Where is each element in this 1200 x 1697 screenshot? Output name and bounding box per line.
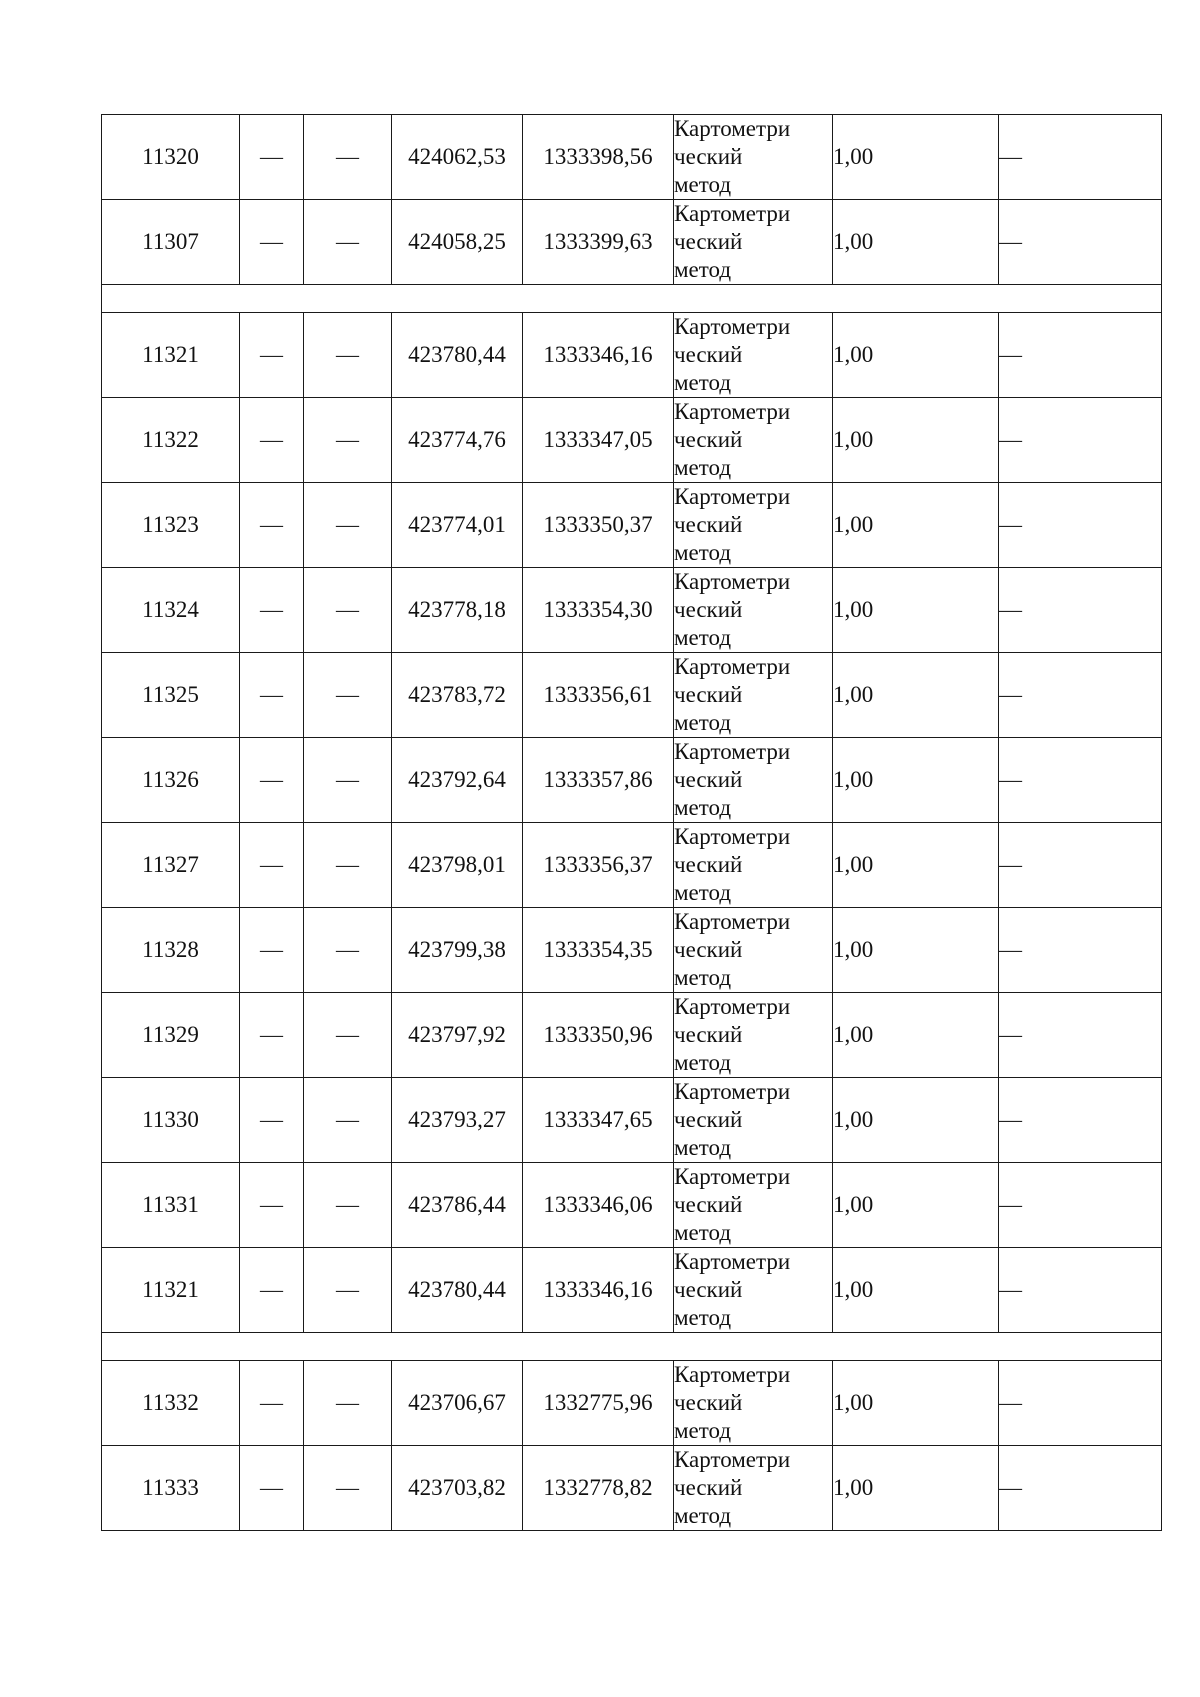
table-body: [102, 115, 1162, 1531]
x-coordinate-cell: 423706,67: [392, 1361, 523, 1446]
prev-y-cell: —: [304, 1361, 392, 1446]
table-row: [102, 908, 1162, 993]
prev-y-cell: —: [304, 908, 392, 993]
method-text-line: метод: [674, 172, 732, 197]
method-text-line: ческий: [674, 1022, 743, 1047]
method-text-line: метод: [674, 710, 732, 735]
method-text-line: ческий: [674, 229, 743, 254]
x-coordinate-cell: 423778,18: [392, 568, 523, 653]
method-text-line: метод: [674, 1305, 732, 1330]
method-text-line: Картометри: [674, 116, 791, 141]
description-cell: —: [999, 1078, 1162, 1163]
method-text-line: Картометри: [674, 314, 791, 339]
prev-y-cell: —: [304, 483, 392, 568]
prev-x-cell: —: [240, 1078, 304, 1163]
point-number-cell: 11320: [102, 115, 240, 200]
prev-y-cell: —: [304, 115, 392, 200]
y-coordinate-cell: 1333357,86: [523, 738, 674, 823]
accuracy-cell: 1,00: [833, 1446, 999, 1531]
description-cell: —: [999, 1361, 1162, 1446]
x-coordinate-cell: 423786,44: [392, 1163, 523, 1248]
description-cell: —: [999, 568, 1162, 653]
accuracy-cell: 1,00: [833, 1248, 999, 1333]
table-row: [102, 1248, 1162, 1333]
coordinates-table: [101, 114, 1162, 1531]
method-text-line: ческий: [674, 144, 743, 169]
method-cell: [674, 1163, 833, 1248]
x-coordinate-cell: 423792,64: [392, 738, 523, 823]
table-row: [102, 993, 1162, 1078]
table-row: [102, 398, 1162, 483]
prev-x-cell: —: [240, 568, 304, 653]
method-cell: [674, 313, 833, 398]
method-text-line: Картометри: [674, 201, 791, 226]
method-text-line: ческий: [674, 1277, 743, 1302]
accuracy-cell: 1,00: [833, 738, 999, 823]
method-cell: [674, 1248, 833, 1333]
accuracy-cell: 1,00: [833, 398, 999, 483]
prev-y-cell: —: [304, 398, 392, 483]
x-coordinate-cell: 424058,25: [392, 200, 523, 285]
description-cell: —: [999, 398, 1162, 483]
separator-cell: [102, 285, 1162, 313]
table-row: [102, 1163, 1162, 1248]
point-number-cell: 11325: [102, 653, 240, 738]
table-row: [102, 1078, 1162, 1163]
prev-x-cell: —: [240, 1361, 304, 1446]
y-coordinate-cell: 1333350,37: [523, 483, 674, 568]
table-row: [102, 823, 1162, 908]
accuracy-cell: 1,00: [833, 115, 999, 200]
method-cell: [674, 115, 833, 200]
accuracy-cell: 1,00: [833, 653, 999, 738]
method-text-line: метод: [674, 257, 732, 282]
y-coordinate-cell: 1333398,56: [523, 115, 674, 200]
method-text-line: Картометри: [674, 654, 791, 679]
method-cell: [674, 1078, 833, 1163]
y-coordinate-cell: 1333346,16: [523, 1248, 674, 1333]
accuracy-cell: 1,00: [833, 568, 999, 653]
table-row: [102, 568, 1162, 653]
method-text-line: ческий: [674, 937, 743, 962]
description-cell: —: [999, 823, 1162, 908]
point-number-cell: 11329: [102, 993, 240, 1078]
y-coordinate-cell: 1333354,35: [523, 908, 674, 993]
method-text-line: Картометри: [674, 484, 791, 509]
point-number-cell: 11332: [102, 1361, 240, 1446]
point-number-cell: 11322: [102, 398, 240, 483]
description-cell: —: [999, 115, 1162, 200]
point-number-cell: 11328: [102, 908, 240, 993]
method-text-line: ческий: [674, 512, 743, 537]
description-cell: —: [999, 993, 1162, 1078]
prev-x-cell: —: [240, 200, 304, 285]
method-text-line: Картометри: [674, 569, 791, 594]
method-text-line: Картометри: [674, 994, 791, 1019]
x-coordinate-cell: 423783,72: [392, 653, 523, 738]
method-text-line: Картометри: [674, 1079, 791, 1104]
method-text-line: ческий: [674, 1390, 743, 1415]
prev-x-cell: —: [240, 483, 304, 568]
method-text-line: Картометри: [674, 1249, 791, 1274]
x-coordinate-cell: 423799,38: [392, 908, 523, 993]
y-coordinate-cell: 1333356,61: [523, 653, 674, 738]
method-text-line: метод: [674, 1418, 732, 1443]
prev-x-cell: —: [240, 1248, 304, 1333]
method-text-line: ческий: [674, 1192, 743, 1217]
description-cell: —: [999, 1163, 1162, 1248]
table-row: [102, 313, 1162, 398]
contour-separator-row: [102, 1333, 1162, 1361]
method-text-line: метод: [674, 540, 732, 565]
method-text-line: метод: [674, 370, 732, 395]
method-text-line: ческий: [674, 1475, 743, 1500]
point-number-cell: 11307: [102, 200, 240, 285]
prev-x-cell: —: [240, 738, 304, 823]
x-coordinate-cell: 424062,53: [392, 115, 523, 200]
method-text-line: ческий: [674, 342, 743, 367]
y-coordinate-cell: 1333347,65: [523, 1078, 674, 1163]
method-text-line: метод: [674, 455, 732, 480]
prev-y-cell: —: [304, 1163, 392, 1248]
point-number-cell: 11326: [102, 738, 240, 823]
y-coordinate-cell: 1333346,06: [523, 1163, 674, 1248]
table-row: [102, 115, 1162, 200]
y-coordinate-cell: 1333347,05: [523, 398, 674, 483]
method-text-line: метод: [674, 1135, 732, 1160]
x-coordinate-cell: 423780,44: [392, 1248, 523, 1333]
y-coordinate-cell: 1333356,37: [523, 823, 674, 908]
x-coordinate-cell: 423798,01: [392, 823, 523, 908]
accuracy-cell: 1,00: [833, 313, 999, 398]
x-coordinate-cell: 423703,82: [392, 1446, 523, 1531]
table-row: [102, 1361, 1162, 1446]
method-text-line: метод: [674, 795, 732, 820]
method-text-line: Картометри: [674, 1447, 791, 1472]
accuracy-cell: 1,00: [833, 823, 999, 908]
method-cell: [674, 1361, 833, 1446]
prev-x-cell: —: [240, 908, 304, 993]
y-coordinate-cell: 1333350,96: [523, 993, 674, 1078]
contour-separator-row: [102, 285, 1162, 313]
method-text-line: ческий: [674, 682, 743, 707]
point-number-cell: 11330: [102, 1078, 240, 1163]
method-text-line: ческий: [674, 427, 743, 452]
prev-y-cell: —: [304, 993, 392, 1078]
point-number-cell: 11321: [102, 1248, 240, 1333]
table-row: [102, 200, 1162, 285]
accuracy-cell: 1,00: [833, 993, 999, 1078]
x-coordinate-cell: 423797,92: [392, 993, 523, 1078]
table-row: [102, 1446, 1162, 1531]
prev-y-cell: —: [304, 1248, 392, 1333]
method-cell: [674, 993, 833, 1078]
prev-x-cell: —: [240, 653, 304, 738]
accuracy-cell: 1,00: [833, 1361, 999, 1446]
method-cell: [674, 1446, 833, 1531]
prev-y-cell: —: [304, 1446, 392, 1531]
method-cell: [674, 483, 833, 568]
method-text-line: Картометри: [674, 739, 791, 764]
accuracy-cell: 1,00: [833, 1163, 999, 1248]
prev-x-cell: —: [240, 823, 304, 908]
x-coordinate-cell: 423774,01: [392, 483, 523, 568]
method-text-line: Картометри: [674, 399, 791, 424]
method-text-line: ческий: [674, 597, 743, 622]
prev-x-cell: —: [240, 1446, 304, 1531]
prev-x-cell: —: [240, 398, 304, 483]
table-row: [102, 483, 1162, 568]
prev-y-cell: —: [304, 653, 392, 738]
y-coordinate-cell: 1332778,82: [523, 1446, 674, 1531]
method-text-line: метод: [674, 625, 732, 650]
x-coordinate-cell: 423793,27: [392, 1078, 523, 1163]
method-text-line: Картометри: [674, 1362, 791, 1387]
method-cell: [674, 200, 833, 285]
description-cell: —: [999, 738, 1162, 823]
x-coordinate-cell: 423774,76: [392, 398, 523, 483]
prev-x-cell: —: [240, 115, 304, 200]
point-number-cell: 11333: [102, 1446, 240, 1531]
prev-y-cell: —: [304, 568, 392, 653]
accuracy-cell: 1,00: [833, 483, 999, 568]
prev-y-cell: —: [304, 823, 392, 908]
accuracy-cell: 1,00: [833, 1078, 999, 1163]
description-cell: —: [999, 313, 1162, 398]
method-cell: [674, 398, 833, 483]
description-cell: —: [999, 200, 1162, 285]
table-row: [102, 738, 1162, 823]
method-text-line: ческий: [674, 767, 743, 792]
description-cell: —: [999, 483, 1162, 568]
description-cell: —: [999, 653, 1162, 738]
method-cell: [674, 653, 833, 738]
method-text-line: метод: [674, 880, 732, 905]
x-coordinate-cell: 423780,44: [392, 313, 523, 398]
method-text-line: Картометри: [674, 1164, 791, 1189]
prev-y-cell: —: [304, 738, 392, 823]
point-number-cell: 11327: [102, 823, 240, 908]
y-coordinate-cell: 1333354,30: [523, 568, 674, 653]
method-text-line: Картометри: [674, 824, 791, 849]
accuracy-cell: 1,00: [833, 200, 999, 285]
point-number-cell: 11331: [102, 1163, 240, 1248]
method-cell: [674, 738, 833, 823]
separator-cell: [102, 1333, 1162, 1361]
point-number-cell: 11321: [102, 313, 240, 398]
method-text-line: ческий: [674, 1107, 743, 1132]
method-text-line: метод: [674, 1503, 732, 1528]
y-coordinate-cell: 1333399,63: [523, 200, 674, 285]
method-text-line: ческий: [674, 852, 743, 877]
method-text-line: метод: [674, 1220, 732, 1245]
description-cell: —: [999, 1248, 1162, 1333]
method-text-line: метод: [674, 1050, 732, 1075]
point-number-cell: 11324: [102, 568, 240, 653]
method-cell: [674, 568, 833, 653]
prev-y-cell: —: [304, 313, 392, 398]
prev-x-cell: —: [240, 313, 304, 398]
description-cell: —: [999, 1446, 1162, 1531]
method-cell: [674, 823, 833, 908]
prev-y-cell: —: [304, 200, 392, 285]
description-cell: —: [999, 908, 1162, 993]
table-row: [102, 653, 1162, 738]
y-coordinate-cell: 1332775,96: [523, 1361, 674, 1446]
point-number-cell: 11323: [102, 483, 240, 568]
prev-x-cell: —: [240, 1163, 304, 1248]
prev-y-cell: —: [304, 1078, 392, 1163]
y-coordinate-cell: 1333346,16: [523, 313, 674, 398]
method-text-line: метод: [674, 965, 732, 990]
accuracy-cell: 1,00: [833, 908, 999, 993]
method-cell: [674, 908, 833, 993]
method-text-line: Картометри: [674, 909, 791, 934]
prev-x-cell: —: [240, 993, 304, 1078]
